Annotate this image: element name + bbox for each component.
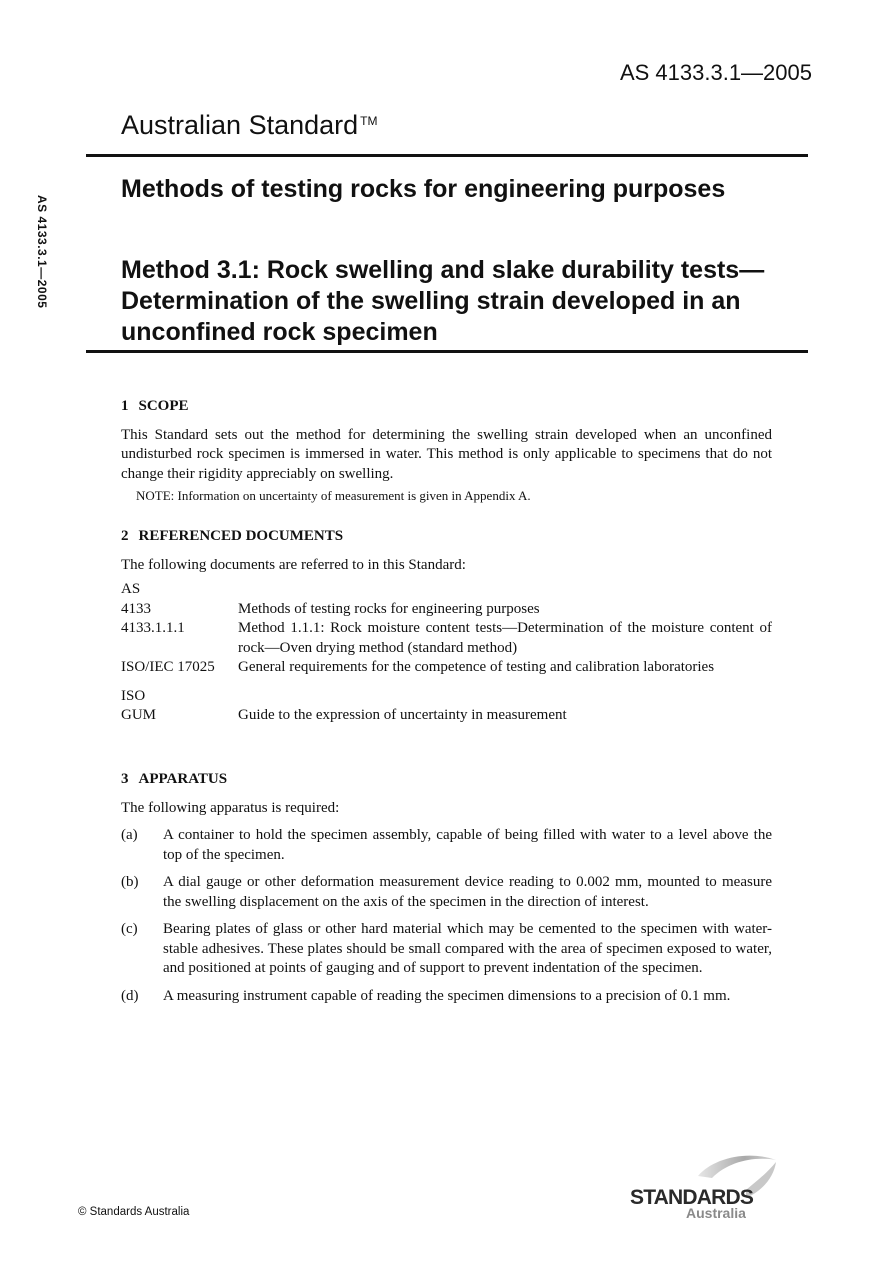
section-heading (121, 527, 772, 547)
section-references (121, 527, 772, 726)
section-number: 3 (121, 771, 129, 787)
section-number: 1 (121, 398, 129, 414)
sub-title: Method 3.1: Rock swelling and slake durability tests—Determination of the swelling strain developed in an unconfined rock specimen (121, 256, 765, 346)
item-text: A container to hold the specimen assembly, capable of being filled with water to a level above the top of the specimen. (163, 827, 772, 863)
section-number: 2 (121, 528, 129, 544)
side-identifier: AS 4133.3.1—2005 (35, 195, 49, 309)
trademark: TM (360, 114, 378, 128)
brand-title (121, 110, 377, 141)
reference-code: 4133 (121, 600, 151, 617)
item-text: A dial gauge or other deformation measurement device reading to 0.002 mm, mounted to measure the swelling displacement on the axis of the specimen in the direction of interest. (163, 874, 772, 910)
standards-australia-logo (628, 1150, 778, 1220)
apparatus-item (121, 920, 772, 979)
reference-code: 4133.1.1.1 (121, 620, 185, 636)
section-heading (121, 770, 772, 790)
reference-code: ISO/IEC 17025 (121, 659, 215, 675)
main-title: Methods of testing rocks for engineering purposes (121, 175, 726, 203)
section-title: REFERENCED DOCUMENTS (138, 528, 344, 544)
section-apparatus (121, 770, 772, 1006)
reference-title: Methods of testing rocks for engineering purposes (238, 600, 540, 617)
section-title: SCOPE (138, 398, 189, 414)
section-heading (121, 397, 772, 417)
logo-swoosh-icon (628, 1150, 778, 1220)
reference-row (121, 600, 772, 620)
references-intro: The following documents are referred to in this Standard: (121, 556, 466, 573)
scope-text: This Standard sets out the method for determining the swelling strain developed when an unconfined undisturbed rock specimen is immersed in water. This method is only applicable to specimens that do not change their rigidity appreciably on swelling. (121, 426, 772, 482)
item-text: A measuring instrument capable of reading the specimen dimensions to a precision of 0.1 mm. (163, 987, 731, 1004)
reference-title: Guide to the expression of uncertainty in measurement (238, 707, 567, 723)
copyright-notice: © Standards Australia (78, 1206, 190, 1218)
section-title: APPARATUS (138, 771, 228, 787)
brand-name: Australian Standard (121, 110, 359, 140)
reference-title: General requirements for the competence of testing and calibration laboratories (238, 659, 715, 675)
item-label: (d) (121, 987, 139, 1004)
item-label: (b) (121, 874, 139, 890)
section-scope (121, 397, 772, 506)
apparatus-item (121, 826, 772, 865)
item-text: Bearing plates of glass or other hard material which may be cemented to the specimen with water-stable adhesives. These plates should be small compared with the area of specimen exposed to water, and positioned at points of gauging and of support to prevent indentation of the specimen. (163, 921, 772, 976)
reference-row (121, 658, 772, 678)
item-label: (a) (121, 827, 138, 843)
reference-title: Method 1.1.1: Rock moisture content tests—Determination of the moisture content of rock—Oven drying method (standard method) (238, 620, 772, 656)
references-group-as: AS (121, 581, 141, 597)
apparatus-item (121, 987, 772, 1007)
references-group-iso: ISO (121, 687, 146, 704)
title-rule (86, 350, 808, 353)
logo-text-line2: Australia (686, 1205, 746, 1220)
top-rule (86, 154, 808, 157)
reference-row (121, 619, 772, 658)
reference-row (121, 706, 772, 726)
item-label: (c) (121, 921, 138, 937)
reference-code: GUM (121, 707, 157, 723)
logo-text-line1: STANDARDS (630, 1186, 754, 1209)
apparatus-intro: The following apparatus is required: (121, 799, 340, 816)
standard-number: AS 4133.3.1—2005 (619, 60, 812, 85)
apparatus-item (121, 873, 772, 912)
scope-note: NOTE: Information on uncertainty of measurement is given in Appendix A. (136, 488, 531, 503)
